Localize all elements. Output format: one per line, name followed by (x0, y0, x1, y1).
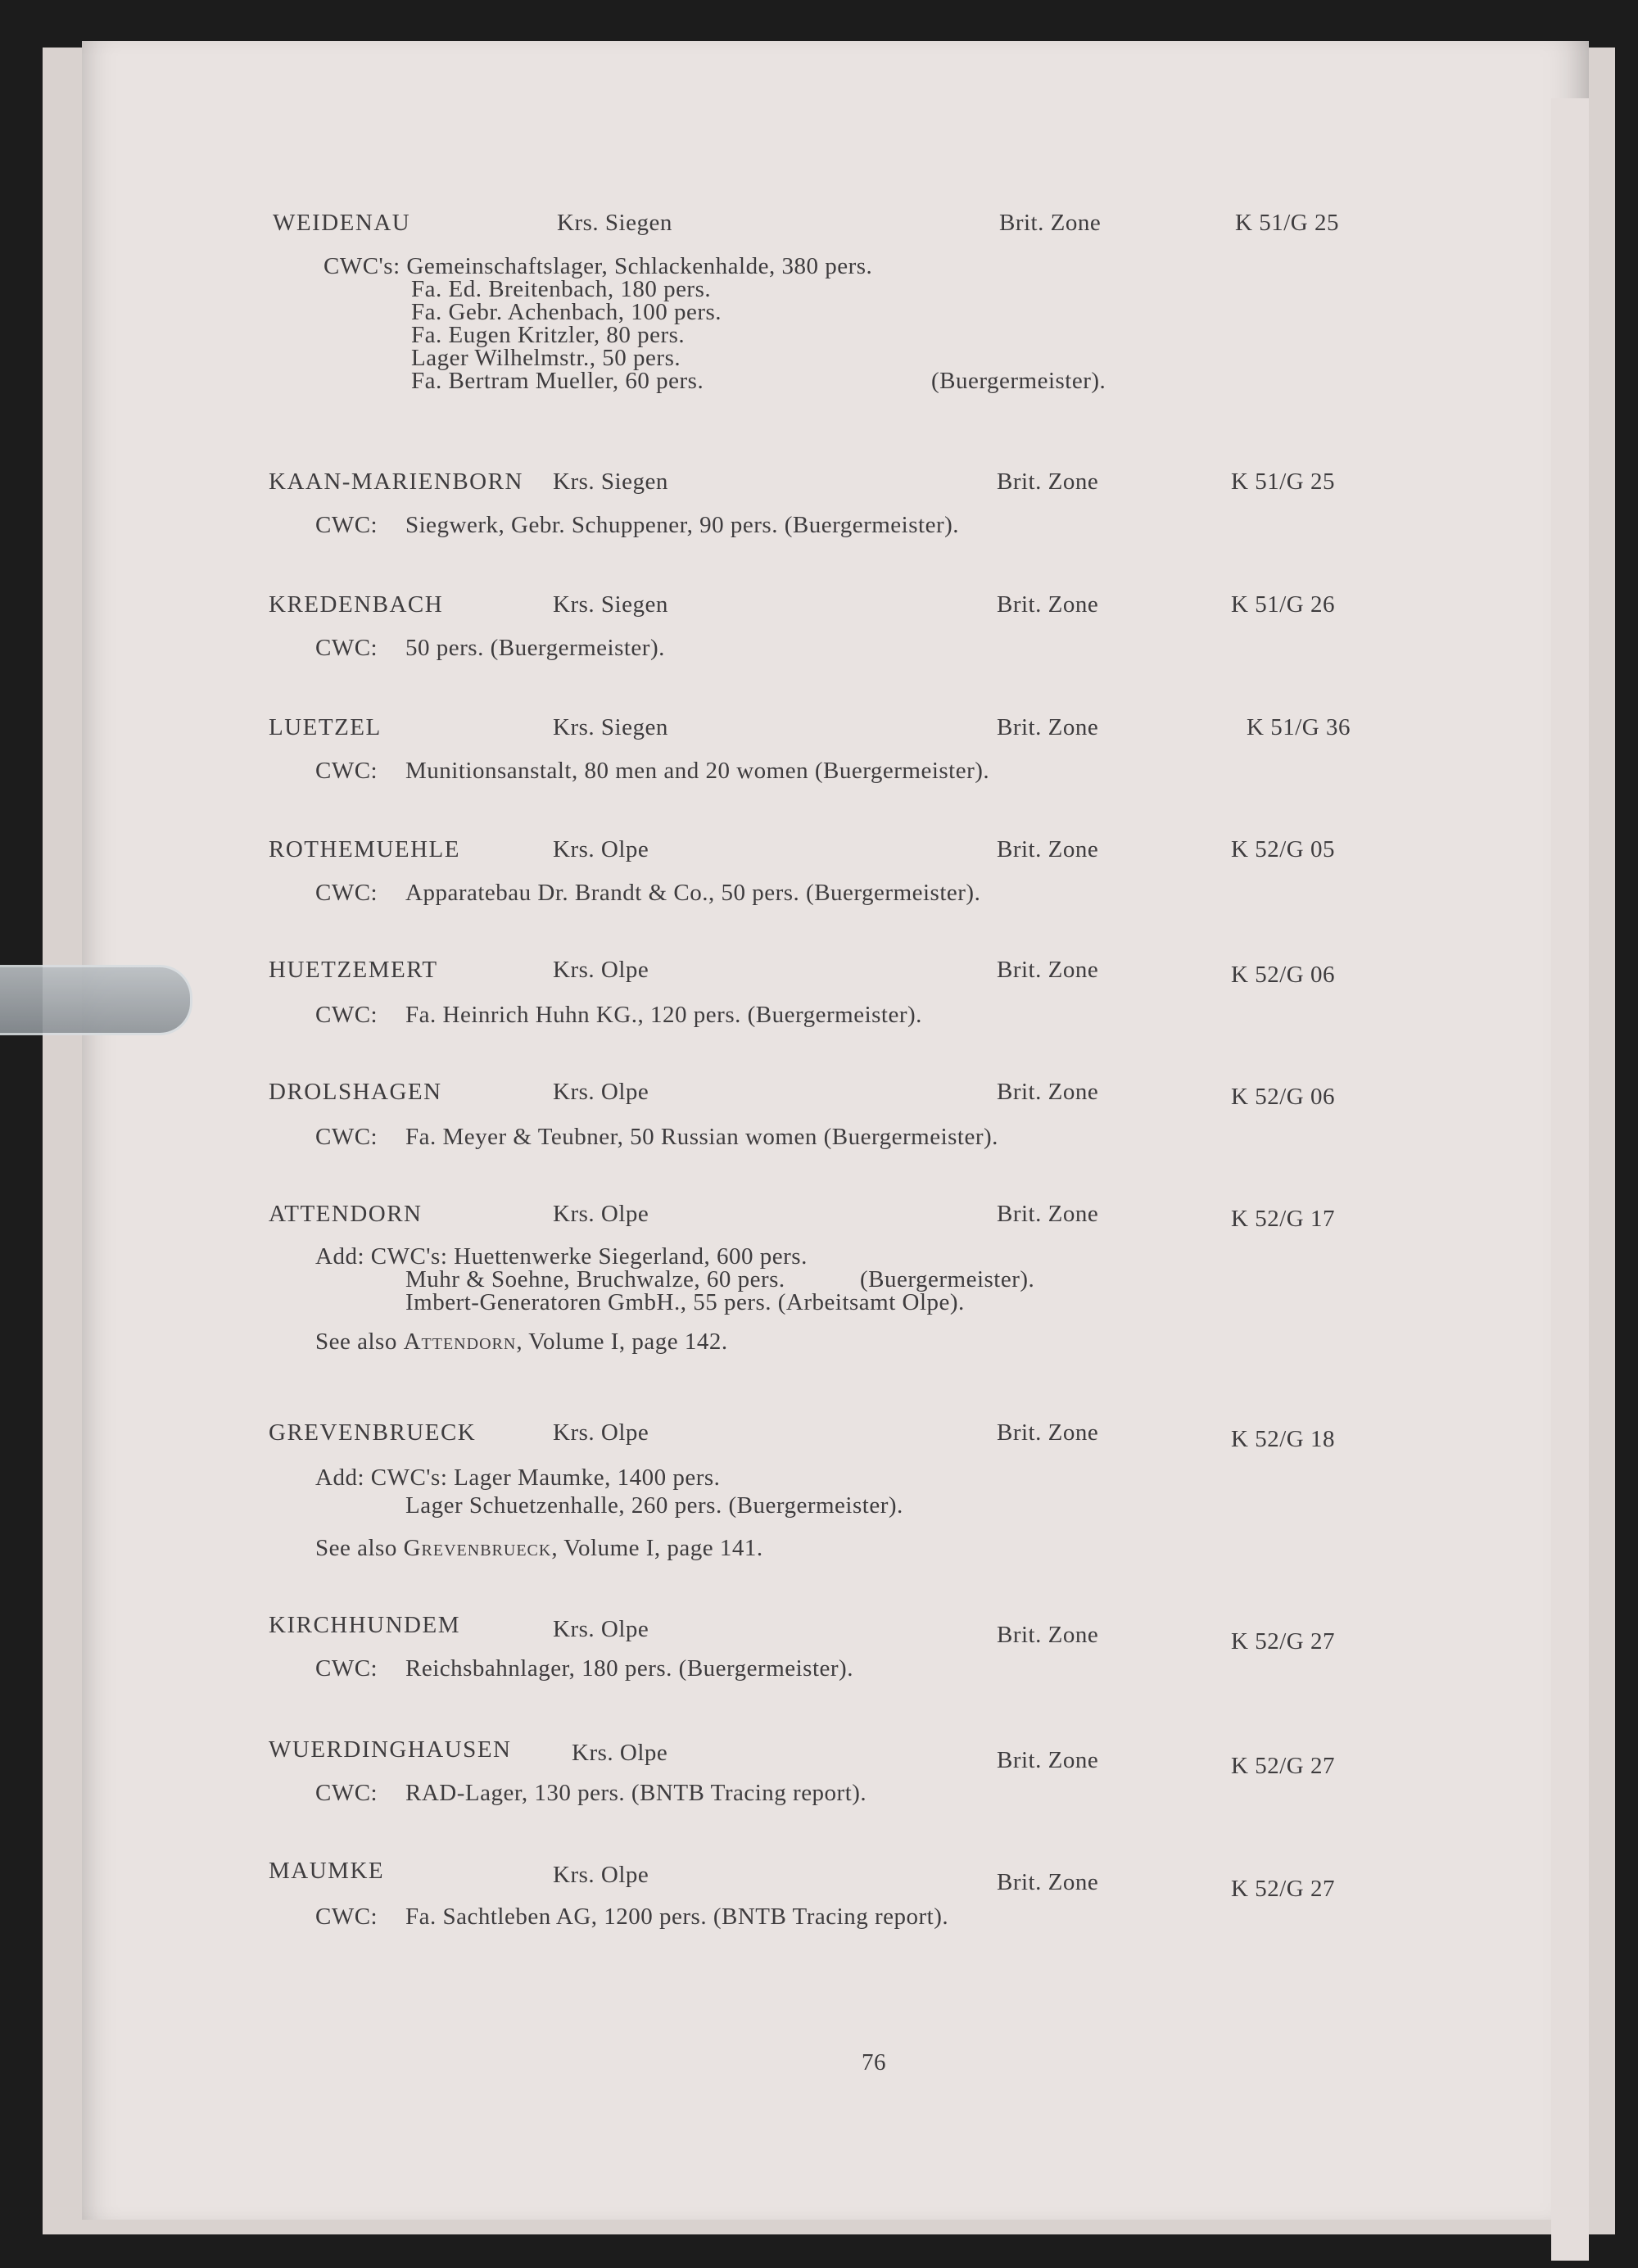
kreis: Krs. Olpe (553, 1862, 649, 1888)
place-name: WUERDINGHAUSEN (269, 1736, 512, 1763)
entry-line: CWC: Siegwerk, Gebr. Schuppener, 90 pers. (Buergermeister). (315, 512, 960, 538)
entry-label: CWC: (315, 1655, 378, 1682)
zone: Brit. Zone (997, 1419, 1099, 1446)
entry-line: CWC: Munitionsanstalt, 80 men and 20 women (Buergermeister). (315, 758, 990, 784)
map-reference: K 51/G 36 (1247, 714, 1351, 740)
entry-label: CWC: (315, 1904, 378, 1930)
entry-body (315, 1125, 1462, 1148)
entry-line: CWC: Reichsbahnlager, 180 pers. (Buergermeister). (315, 1655, 853, 1682)
entry-label: CWC: (315, 635, 378, 661)
kreis: Krs. Olpe (553, 1079, 649, 1105)
map-reference: K 52/G 27 (1231, 1876, 1335, 1902)
see-also: See also Attendorn, Volume I, page 142. (315, 1329, 728, 1355)
entry-line: Fa. Bertram Mueller, 60 pers. (Buergermeister). (411, 368, 1106, 394)
entry-body (315, 1245, 1462, 1353)
place-name: KREDENBACH (269, 591, 444, 618)
see-also-link: Grevenbrueck (403, 1535, 552, 1561)
entry-body (315, 1905, 1462, 1928)
entry-body (315, 636, 1462, 659)
entry-label: CWC: (315, 512, 378, 538)
place-name: ATTENDORN (269, 1201, 423, 1227)
entry-line: Lager Wilhelmstr., 50 pers. (411, 345, 681, 371)
entry-body (315, 1003, 1462, 1026)
zone: Brit. Zone (997, 1622, 1099, 1648)
kreis: Krs. Olpe (572, 1740, 668, 1766)
map-reference: K 51/G 25 (1235, 210, 1339, 236)
see-also-link: Attendorn (403, 1329, 517, 1355)
entry-label: CWC: (315, 1002, 378, 1028)
entry-line: Fa. Gebr. Achenbach, 100 pers. (411, 299, 722, 325)
map-reference: K 52/G 05 (1231, 836, 1335, 862)
zone: Brit. Zone (997, 1747, 1099, 1773)
entry-body (315, 1657, 1462, 1680)
place-name: WEIDENAU (273, 210, 411, 236)
kreis: Krs. Siegen (557, 210, 672, 236)
map-reference: K 52/G 06 (1231, 1084, 1335, 1110)
zone: Brit. Zone (997, 469, 1099, 495)
entry-line: CWC: Fa. Heinrich Huhn KG., 120 pers. (Buergermeister). (315, 1002, 922, 1028)
zone: Brit. Zone (997, 1869, 1099, 1895)
place-name: KIRCHHUNDEM (269, 1612, 460, 1638)
entry-label: CWC: (315, 880, 378, 906)
place-name: KAAN-MARIENBORN (269, 469, 523, 495)
zone: Brit. Zone (997, 1201, 1099, 1227)
entry-body (315, 1781, 1462, 1804)
entry-label: Add: CWC's: (315, 1243, 448, 1270)
map-reference: K 52/G 27 (1231, 1628, 1335, 1655)
entry-line: Add: CWC's: Huettenwerke Siegerland, 600 pers. (315, 1243, 808, 1270)
kreis: Krs. Siegen (553, 469, 668, 495)
map-reference: K 51/G 26 (1231, 591, 1335, 618)
entry-line: CWC: Fa. Sachtleben AG, 1200 pers. (BNTB Tracing report). (315, 1904, 949, 1930)
entry-line: CWC: 50 pers. (Buergermeister). (315, 635, 665, 661)
place-name: LUETZEL (269, 714, 382, 740)
entry-label: CWC's: (324, 253, 400, 279)
zone: Brit. Zone (999, 210, 1102, 236)
place-name: HUETZEMERT (269, 957, 438, 983)
map-reference: K 51/G 25 (1231, 469, 1335, 495)
entry-body (315, 759, 1462, 782)
map-reference: K 52/G 17 (1231, 1206, 1335, 1232)
map-reference: K 52/G 06 (1231, 962, 1335, 988)
entry-body (315, 881, 1462, 904)
entry-line: CWC's: Gemeinschaftslager, Schlackenhalde, 380 pers. (324, 253, 873, 279)
entry-line: Add: CWC's: Lager Maumke, 1400 pers. (315, 1464, 721, 1491)
zone: Brit. Zone (997, 957, 1099, 983)
kreis: Krs. Olpe (553, 1616, 649, 1642)
entry-body (324, 255, 1470, 392)
entry-line: Fa. Ed. Breitenbach, 180 pers. (411, 276, 712, 302)
source-note: (Buergermeister). (860, 1266, 1035, 1292)
entry-line: CWC: Apparatebau Dr. Brandt & Co., 50 pers. (Buergermeister). (315, 880, 981, 906)
zone: Brit. Zone (997, 714, 1099, 740)
zone: Brit. Zone (997, 1079, 1099, 1105)
entry-line: CWC: RAD-Lager, 130 pers. (BNTB Tracing report). (315, 1780, 867, 1806)
kreis: Krs. Siegen (553, 714, 668, 740)
entry-line: Muhr & Soehne, Bruchwalze, 60 pers. (Buergermeister). (405, 1266, 1035, 1292)
entry-line: Lager Schuetzenhalle, 260 pers. (Buergermeister). (405, 1492, 903, 1519)
place-name: GREVENBRUECK (269, 1419, 477, 1446)
place-name: MAUMKE (269, 1858, 385, 1884)
see-also: See also Grevenbrueck, Volume I, page 141. (315, 1535, 763, 1561)
entry-label: CWC: (315, 1124, 378, 1150)
entry-line: Imbert-Generatoren GmbH., 55 pers. (Arbeitsamt Olpe). (405, 1289, 965, 1315)
entry-line: Fa. Eugen Kritzler, 80 pers. (411, 322, 686, 348)
kreis: Krs. Siegen (553, 591, 668, 618)
place-name: DROLSHAGEN (269, 1079, 442, 1105)
entry-label: CWC: (315, 758, 378, 784)
map-reference: K 52/G 18 (1231, 1426, 1335, 1452)
entry-line: CWC: Fa. Meyer & Teubner, 50 Russian women (Buergermeister). (315, 1124, 998, 1150)
entry-body (315, 514, 1462, 536)
kreis: Krs. Olpe (553, 957, 649, 983)
entry-body (315, 1466, 1462, 1560)
entry-label: CWC: (315, 1780, 378, 1806)
page-number: 76 (862, 2049, 886, 2076)
map-reference: K 52/G 27 (1231, 1753, 1335, 1779)
zone: Brit. Zone (997, 591, 1099, 618)
zone: Brit. Zone (997, 836, 1099, 862)
entry-label: Add: CWC's: (315, 1464, 448, 1491)
kreis: Krs. Olpe (553, 836, 649, 862)
place-name: ROTHEMUEHLE (269, 836, 460, 862)
source-note: (Buergermeister). (931, 368, 1106, 394)
kreis: Krs. Olpe (553, 1201, 649, 1227)
kreis: Krs. Olpe (553, 1419, 649, 1446)
